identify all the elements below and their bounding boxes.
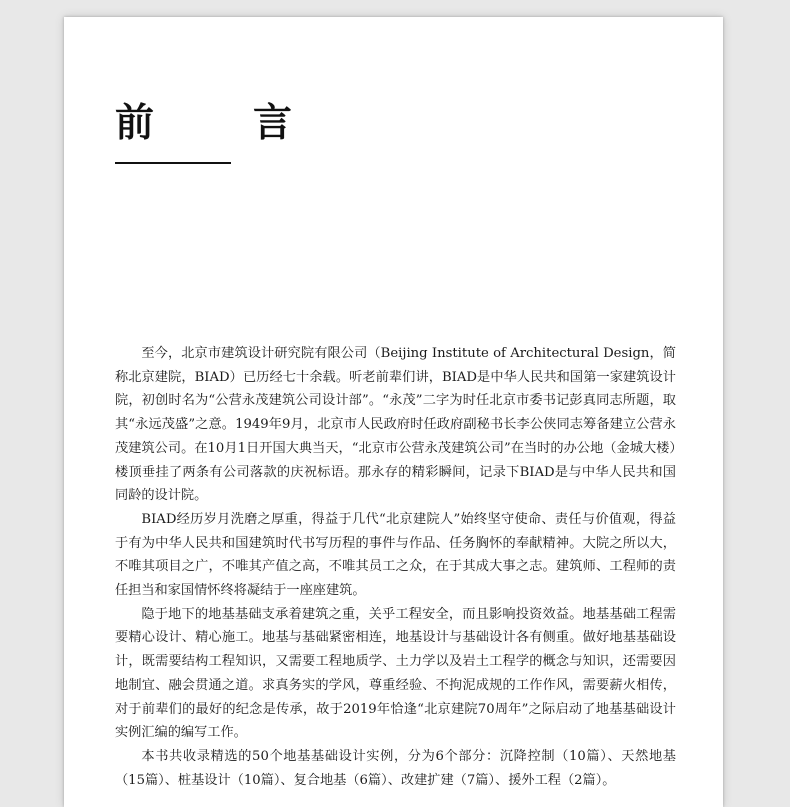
- paragraph-3: 隐于地下的地基基础支承着建筑之重，关乎工程安全，而且影响投资效益。地基基础工程需要精心设计、精心施工。地基与基础紧密相连，地基设计与基础设计各有侧重。做好地基基础设计，既需要结构工程知识，又需要工程地质学、土力学以及岩土工程学的概念与知识，还需要因地制宜、融会贯通之道。求真务实的学风，尊重经验、不拘泥成规的工作作风，需要薪火相传，对于前辈们的最好的纪念是传承，故于2019年恰逢“北京建院70周年”之际启动了地基基础设计实例汇编的编写工作。: [115, 606, 676, 741]
- paragraph-2: BIAD经历岁月洗磨之厚重，得益于几代“北京建院人”始终坚守使命、责任与价值观，得益于有为中华人民共和国建筑时代书写历程的事件与作品、任务胸怀的奉献精神。大院之所以大，不唯其项目之广，不唯其产值之高，不唯其员工之众，在于其成大事之志。建筑师、工程师的责任担当和家国情怀终将凝结于一座座建筑。: [115, 511, 676, 599]
- page-title: 前 言: [115, 101, 323, 146]
- paragraph-4: 本书共收录精选的50个地基基础设计实例，分为6个部分：沉降控制（10篇）、天然地基（15篇）、桩基设计（10篇）、复合地基（6篇）、改建扩建（7篇）、援外工程（2篇）。: [115, 748, 676, 788]
- preface-body: [115, 342, 676, 792]
- paragraph-1: 至今，北京市建筑设计研究院有限公司（Beijing Institute of Architectural Design，简称北京建院，BIAD）已历经七十余载。听老前辈们讲，BIAD是中华人民共和国第一家建筑设计院，初创时名为“公营永茂建筑公司设计部”。“永茂”二字为时任北京市委书记彭真同志所题，取其“永远茂盛”之意。1949年9月，北京市人民政府时任政府副秘书长李公侠同志筹备建立公营永茂建筑公司。在10月1日开国大典当天，“北京市公营永茂建筑公司”在当时的办公地（金城大楼）楼顶垂挂了两条有公司落款的庆祝标语。那永存的精彩瞬间，记录下BIAD是与中华人民共和国同龄的设计院。: [115, 346, 676, 504]
- title-underline: [115, 162, 231, 164]
- document-page: [64, 17, 723, 807]
